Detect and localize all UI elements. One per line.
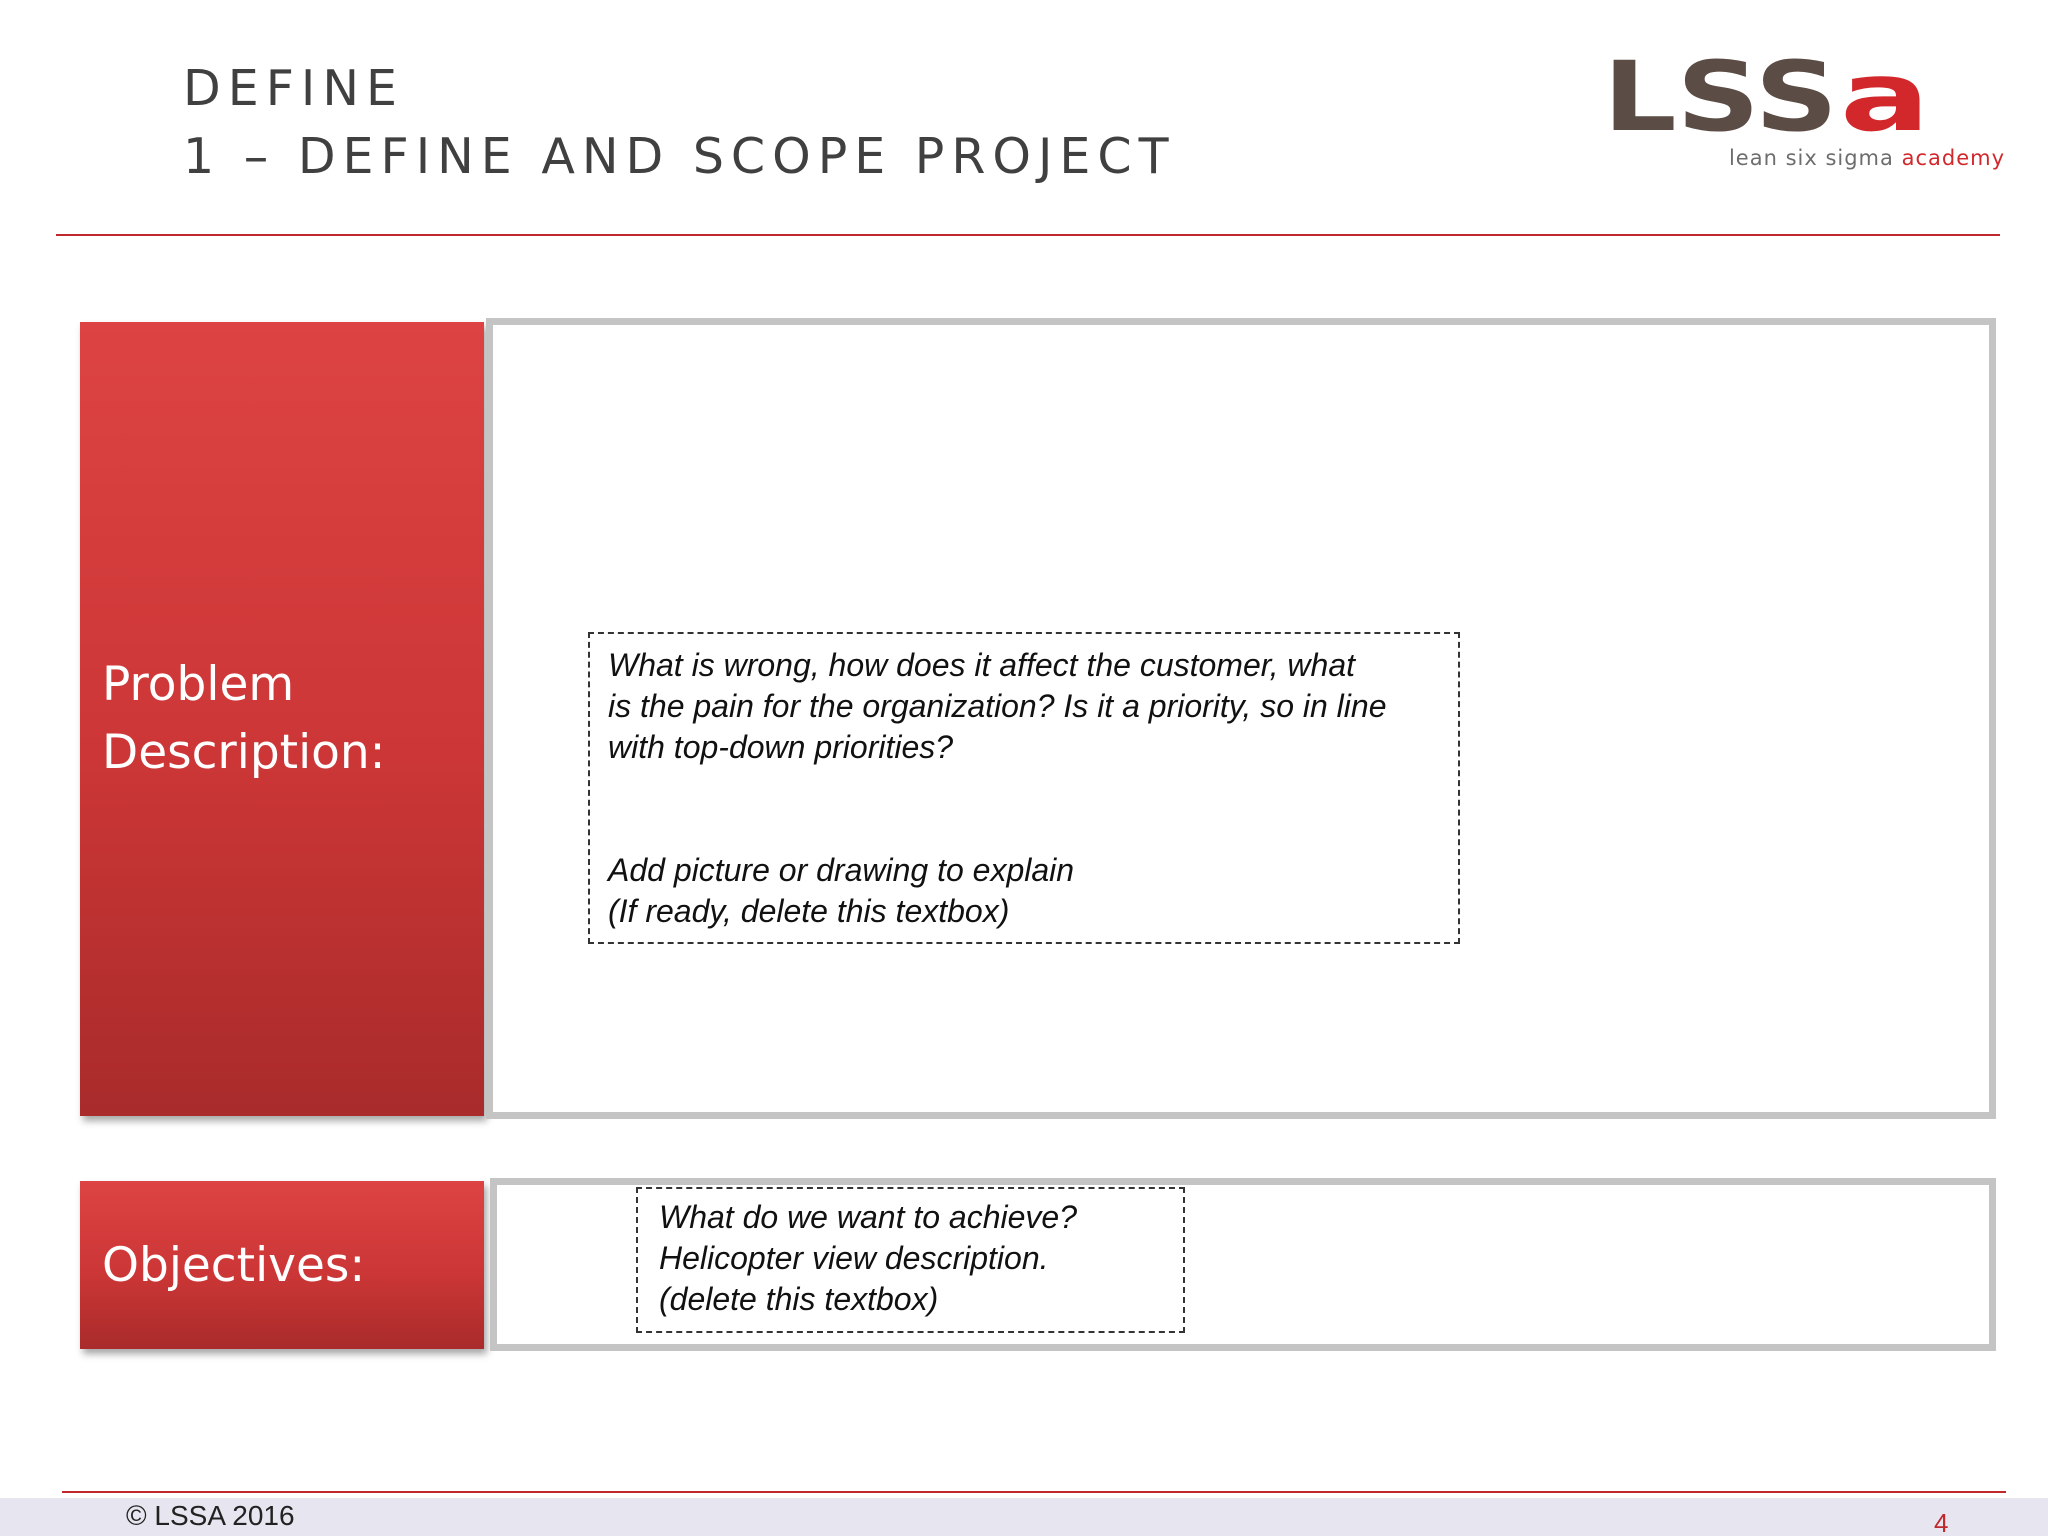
objectives-label-text: Objectives: <box>102 1237 366 1293</box>
logo-wordmark-a: a <box>1840 55 1930 153</box>
problem-hint-line: Add picture or drawing to explain <box>608 852 1075 888</box>
problem-hint-line: is the pain for the organization? Is it a priority, so in line <box>608 688 1387 724</box>
objectives-hint-line: (delete this textbox) <box>659 1281 939 1317</box>
problem-label-line2: Description: <box>102 725 386 780</box>
problem-hint-line: (If ready, delete this textbox) <box>608 893 1010 929</box>
problem-label-line1: Problem <box>102 657 295 712</box>
objectives-hint-line: What do we want to achieve? <box>659 1199 1078 1235</box>
objectives-hint-textbox[interactable] <box>636 1187 1185 1333</box>
problem-description-label <box>80 322 484 1116</box>
logo-wordmark-lss: LSS <box>1603 55 1838 153</box>
problem-hint-line: with top-down priorities? <box>608 729 954 765</box>
footer-divider <box>62 1491 2006 1493</box>
lssa-logo-icon <box>1600 55 2010 180</box>
objectives-hint-line: Helicopter view description. <box>659 1240 1049 1276</box>
problem-hint-textbox[interactable] <box>588 632 1460 944</box>
footer-bar <box>0 1498 2048 1536</box>
slide-title: DEFINE <box>183 60 404 117</box>
logo-tagline-red: academy <box>1901 146 2005 170</box>
header-divider <box>56 234 2000 236</box>
logo-tagline <box>1729 146 2005 170</box>
slide-subtitle: 1 – DEFINE AND SCOPE PROJECT <box>183 128 1176 185</box>
copyright: © LSSA 2016 <box>126 1500 295 1531</box>
objectives-label <box>80 1181 484 1349</box>
lssa-logo <box>1600 55 2010 180</box>
problem-hint-line: What is wrong, how does it affect the customer, what <box>608 647 1356 683</box>
logo-tagline-grey: lean six sigma <box>1728 146 1894 170</box>
page-number: 4 <box>1934 1508 1949 1538</box>
